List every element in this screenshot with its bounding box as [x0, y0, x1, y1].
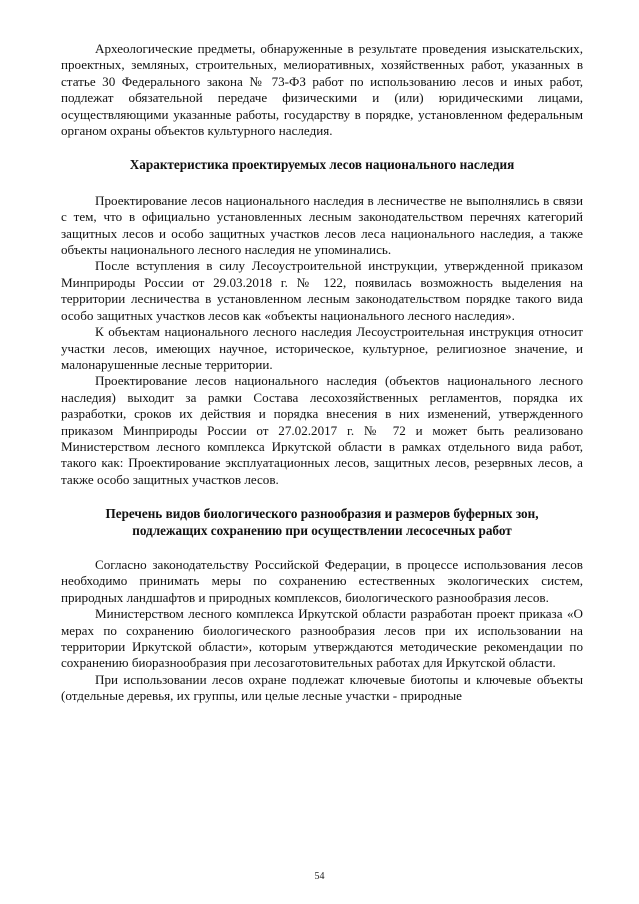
- paragraph-heritage-design-scope: Проектирование лесов национального наследия (объектов национального лесного наследия) выходит за рамки Состава лесохозяйственных регламентов, порядка их разработки, сроков их действия и порядка внесения в них изменений, утвержденного приказом Минприроды России от 27.02.2017 г. № 72 и может быть реализовано Министерством лесного комплекса Иркутской области в рамках отдельного вида работ, такого как: Проектирование эксплуатационных лесов, защитных лесов, резервных лесов, а также особо защитных участков лесов.: [61, 373, 583, 487]
- paragraph-forest-inventory-instruction: После вступления в силу Лесоустроительной инструкции, утвержденной приказом Минприроды России от 29.03.2018 г. № 122, появилась возможность выделения на территории лесничества в установленном лесным законодательством порядке такого вида особо защитных участков лесов как «объекты национального лесного наследия».: [61, 258, 583, 323]
- paragraph-ministry-order-draft: Министерством лесного комплекса Иркутской области разработан проект приказа «О мерах по сохранению биологического разнообразия лесов при их использовании на территории Иркутской области», которым утверждаются методические рекомендации по сохранению биоразнообразия при лесозаготовительных работах для Иркутской области.: [61, 606, 583, 671]
- section-title-biodiversity-line2: подлежащих сохранению при осуществлении лесосечных работ: [132, 522, 512, 538]
- paragraph-legislation-biodiversity: Согласно законодательству Российской Федерации, в процессе использования лесов необходимо принимать меры по сохранению естественных экологических систем, природных ландшафтов и природных комплексов, биологического разнообразия лесов.: [61, 556, 583, 605]
- section-title-national-heritage-forests: Характеристика проектируемых лесов национального наследия: [129, 157, 515, 173]
- page-number: 54: [314, 871, 325, 882]
- section-title-biodiversity-line1: Перечень видов биологического разнообразия и размеров буферных зон,: [105, 506, 539, 522]
- paragraph-heritage-design: Проектирование лесов национального наследия в лесничестве не выполнялись в связи с тем, что в официально установленных лесным законодательством перечнях категорий защитных лесов и особо защитных участков лесов леса национального наследия, а также объекты национального лесного наследия не упоминались.: [61, 192, 583, 258]
- paragraph-archaeological-objects: Археологические предметы, обнаруженные в результате проведения изыскательских, проектных, земляных, строительных, мелиоративных, хозяйственных работ, указанных в статье 30 Федерального закона № 73-ФЗ работ по использованию лесов и иных работ, подлежат обязательной передаче физическими и (или) юридическими лицами, осуществляющими указанные работы, государству в порядке, установленном федеральным органом охраны объектов культурного наследия.: [61, 41, 583, 139]
- paragraph-heritage-objects-definition: К объектам национального лесного наследия Лесоустроительная инструкция относит участки лесов, имеющих научное, историческое, культурное, религиозное значение, и малонарушенные лесные территории.: [61, 324, 583, 372]
- paragraph-key-biotopes: При использовании лесов охране подлежат ключевые биотопы и ключевые объекты (отдельные деревья, их группы, или целые лесные участки - природные: [61, 671, 583, 704]
